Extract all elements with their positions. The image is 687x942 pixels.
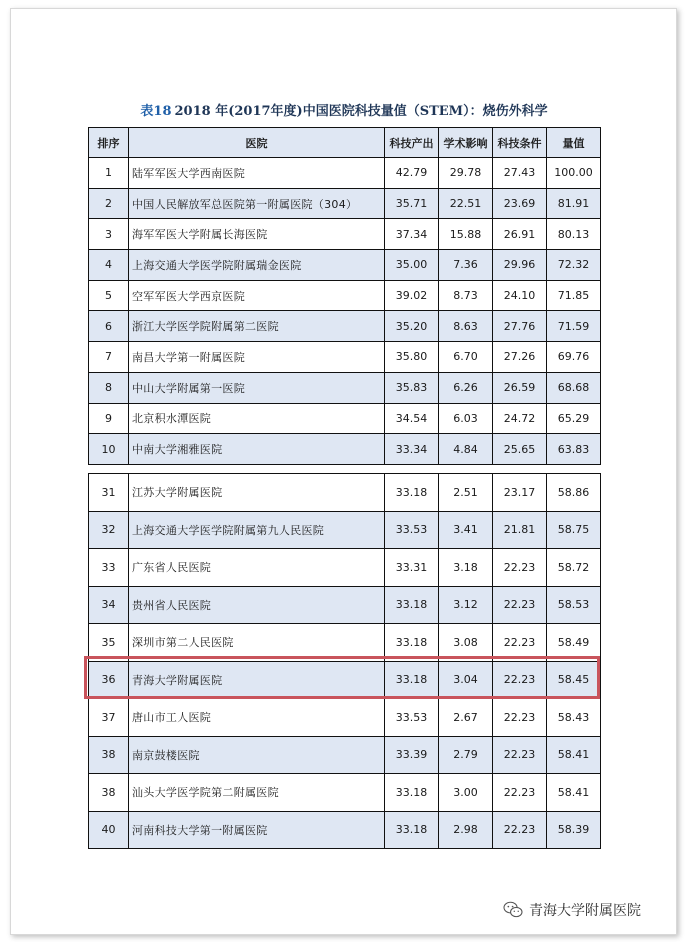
cell-hospital: 空军军医大学西京医院: [129, 280, 385, 311]
cell-hospital: 海军军医大学附属长海医院: [129, 219, 385, 250]
cell-impact: 22.51: [439, 188, 493, 219]
cell-value: 81.91: [547, 188, 601, 219]
table-row: [89, 158, 601, 189]
cell-rank: 38: [89, 736, 129, 774]
cell-hospital: 上海交通大学医学院附属瑞金医院: [129, 250, 385, 281]
cell-impact: 2.79: [439, 736, 493, 774]
cell-rank: 36: [89, 661, 129, 699]
cell-hospital: 广东省人民医院: [129, 549, 385, 587]
cell-hospital: 浙江大学医学院附属第二医院: [129, 311, 385, 342]
cell-output: 33.34: [385, 434, 439, 465]
cell-value: 69.76: [547, 342, 601, 373]
cell-rank: 35: [89, 624, 129, 662]
cell-rank: 5: [89, 280, 129, 311]
table-row: [89, 586, 601, 624]
cell-output: 35.71: [385, 188, 439, 219]
cell-rank: 10: [89, 434, 129, 465]
cell-output: 33.53: [385, 699, 439, 737]
cell-value: 58.43: [547, 699, 601, 737]
table-title-text: 2018 年(2017年度)中国医院科技量值（STEM）：烧伤外科学: [174, 104, 548, 119]
cell-condition: 26.59: [493, 372, 547, 403]
cell-output: 42.79: [385, 158, 439, 189]
cell-impact: 8.73: [439, 280, 493, 311]
table-row: [89, 699, 601, 737]
table-row: [89, 311, 601, 342]
cell-value: 58.49: [547, 624, 601, 662]
cell-hospital: 上海交通大学医学院附属第九人民医院: [129, 511, 385, 549]
table-row: [89, 219, 601, 250]
cell-condition: 27.43: [493, 158, 547, 189]
table-row: [89, 549, 601, 587]
cell-condition: 22.23: [493, 699, 547, 737]
cell-rank: 33: [89, 549, 129, 587]
table-row: [89, 774, 601, 812]
cell-value: 71.85: [547, 280, 601, 311]
cell-impact: 6.26: [439, 372, 493, 403]
cell-value: 58.41: [547, 774, 601, 812]
cell-impact: 6.70: [439, 342, 493, 373]
table-row: [89, 342, 601, 373]
header-impact: 学术影响: [439, 128, 493, 158]
cell-rank: 6: [89, 311, 129, 342]
cell-condition: 27.76: [493, 311, 547, 342]
cell-hospital: 唐山市工人医院: [129, 699, 385, 737]
cell-condition: 22.23: [493, 586, 547, 624]
cell-value: 68.68: [547, 372, 601, 403]
table-row: [89, 434, 601, 465]
cell-rank: 9: [89, 403, 129, 434]
cell-rank: 32: [89, 511, 129, 549]
cell-hospital: 深圳市第二人民医院: [129, 624, 385, 662]
cell-output: 33.31: [385, 549, 439, 587]
cell-impact: 2.67: [439, 699, 493, 737]
cell-rank: 4: [89, 250, 129, 281]
cell-value: 58.45: [547, 661, 601, 699]
cell-output: 33.53: [385, 511, 439, 549]
cell-rank: 7: [89, 342, 129, 373]
cell-impact: 2.98: [439, 811, 493, 849]
header-condition: 科技条件: [493, 128, 547, 158]
cell-hospital: 中南大学湘雅医院: [129, 434, 385, 465]
cell-value: 65.29: [547, 403, 601, 434]
cell-value: 63.83: [547, 434, 601, 465]
table-header-row: [89, 128, 601, 158]
header-rank: 排序: [89, 128, 129, 158]
cell-impact: 3.08: [439, 624, 493, 662]
cell-rank: 34: [89, 586, 129, 624]
cell-rank: 38: [89, 774, 129, 812]
table-row: [89, 511, 601, 549]
cell-rank: 31: [89, 474, 129, 512]
cell-condition: 22.23: [493, 624, 547, 662]
cell-output: 33.18: [385, 586, 439, 624]
cell-output: 33.18: [385, 661, 439, 699]
cell-condition: 26.91: [493, 219, 547, 250]
cell-impact: 3.18: [439, 549, 493, 587]
table-row: [89, 250, 601, 281]
cell-impact: 29.78: [439, 158, 493, 189]
cell-output: 35.83: [385, 372, 439, 403]
cell-output: 33.18: [385, 474, 439, 512]
cell-output: 34.54: [385, 403, 439, 434]
cell-output: 37.34: [385, 219, 439, 250]
cell-condition: 24.10: [493, 280, 547, 311]
cell-condition: 22.23: [493, 549, 547, 587]
table-row: [89, 736, 601, 774]
cell-impact: 4.84: [439, 434, 493, 465]
table-row: [89, 280, 601, 311]
cell-impact: 3.12: [439, 586, 493, 624]
cell-condition: 24.72: [493, 403, 547, 434]
cell-hospital: 河南科技大学第一附属医院: [129, 811, 385, 849]
cell-value: 58.86: [547, 474, 601, 512]
cell-impact: 6.03: [439, 403, 493, 434]
cell-value: 58.39: [547, 811, 601, 849]
cell-value: 71.59: [547, 311, 601, 342]
cell-output: 35.80: [385, 342, 439, 373]
cell-output: 39.02: [385, 280, 439, 311]
cell-hospital: 江苏大学附属医院: [129, 474, 385, 512]
cell-value: 58.53: [547, 586, 601, 624]
cell-value: 58.72: [547, 549, 601, 587]
cell-condition: 22.23: [493, 774, 547, 812]
cell-hospital: 汕头大学医学院第二附属医院: [129, 774, 385, 812]
cell-rank: 8: [89, 372, 129, 403]
ranking-table-top: [88, 127, 601, 465]
cell-condition: 25.65: [493, 434, 547, 465]
cell-impact: 3.00: [439, 774, 493, 812]
cell-rank: 37: [89, 699, 129, 737]
cell-condition: 27.26: [493, 342, 547, 373]
cell-condition: 22.23: [493, 811, 547, 849]
cell-hospital: 南京鼓楼医院: [129, 736, 385, 774]
table-row: [89, 474, 601, 512]
cell-impact: 3.41: [439, 511, 493, 549]
table-row: [89, 188, 601, 219]
cell-condition: 22.23: [493, 661, 547, 699]
highlight-box: [84, 656, 600, 699]
cell-condition: 21.81: [493, 511, 547, 549]
cell-rank: 40: [89, 811, 129, 849]
cell-value: 58.75: [547, 511, 601, 549]
cell-value: 80.13: [547, 219, 601, 250]
cell-hospital: 中国人民解放军总医院第一附属医院（304）: [129, 188, 385, 219]
cell-hospital: 南昌大学第一附属医院: [129, 342, 385, 373]
cell-hospital: 贵州省人民医院: [129, 586, 385, 624]
cell-condition: 22.23: [493, 736, 547, 774]
cell-impact: 15.88: [439, 219, 493, 250]
cell-rank: 2: [89, 188, 129, 219]
header-value: 量值: [547, 128, 601, 158]
cell-output: 33.18: [385, 774, 439, 812]
cell-rank: 1: [89, 158, 129, 189]
cell-condition: 23.69: [493, 188, 547, 219]
cell-condition: 29.96: [493, 250, 547, 281]
cell-value: 100.00: [547, 158, 601, 189]
table-row: [89, 372, 601, 403]
cell-impact: 2.51: [439, 474, 493, 512]
watermark-text: 青海大学附属医院: [529, 903, 641, 919]
cell-value: 58.41: [547, 736, 601, 774]
cell-condition: 23.17: [493, 474, 547, 512]
cell-hospital: 北京积水潭医院: [129, 403, 385, 434]
cell-output: 35.20: [385, 311, 439, 342]
table-row: [89, 403, 601, 434]
cell-rank: 3: [89, 219, 129, 250]
table-row: [89, 811, 601, 849]
table-title: [88, 100, 600, 119]
cell-impact: 8.63: [439, 311, 493, 342]
header-hospital: 医院: [129, 128, 385, 158]
header-output: 科技产出: [385, 128, 439, 158]
table-number: 表18: [140, 104, 172, 119]
cell-impact: 7.36: [439, 250, 493, 281]
watermark-brand: [503, 900, 641, 920]
cell-output: 35.00: [385, 250, 439, 281]
cell-impact: 3.04: [439, 661, 493, 699]
wechat-icon: [503, 901, 523, 919]
cell-hospital: 青海大学附属医院: [129, 661, 385, 699]
cell-output: 33.18: [385, 811, 439, 849]
cell-hospital: 陆军军医大学西南医院: [129, 158, 385, 189]
cell-output: 33.39: [385, 736, 439, 774]
cell-value: 72.32: [547, 250, 601, 281]
cell-output: 33.18: [385, 624, 439, 662]
cell-hospital: 中山大学附属第一医院: [129, 372, 385, 403]
